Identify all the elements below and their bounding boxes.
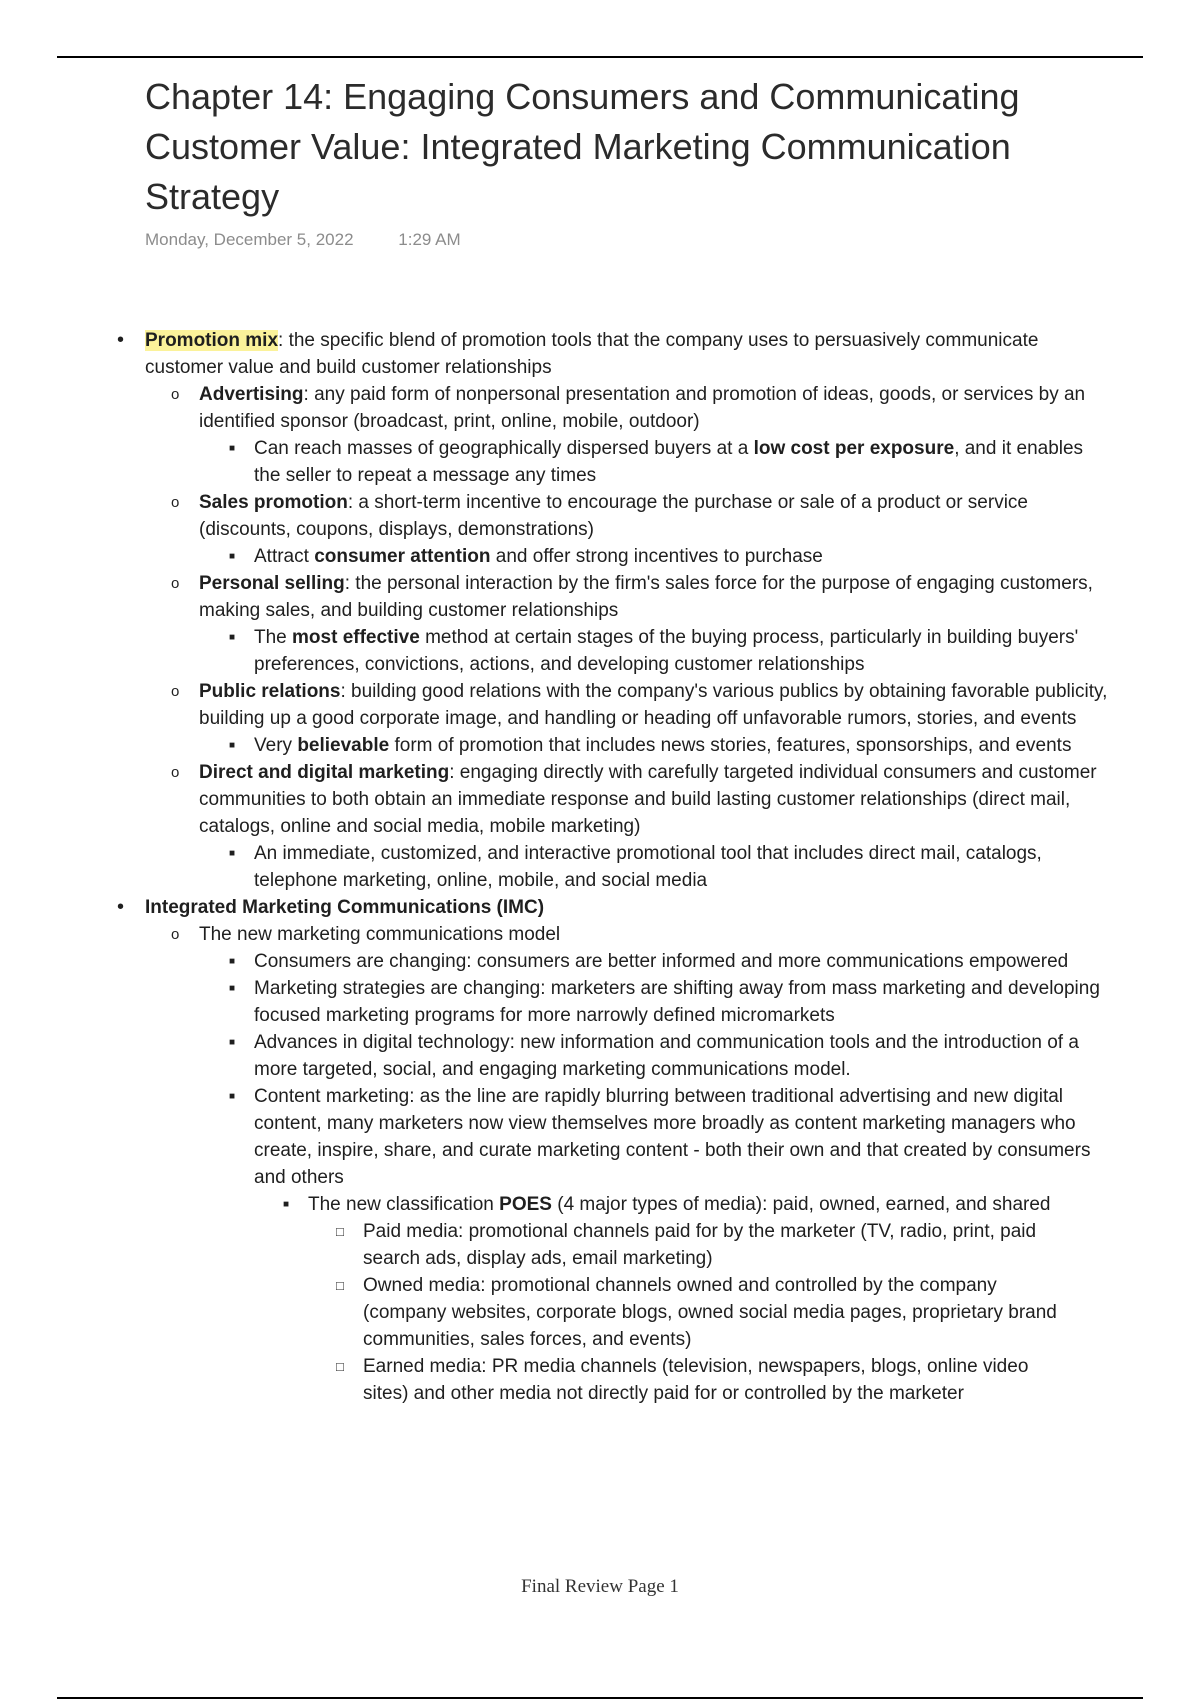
outline-item-level-3 xyxy=(0,732,1200,759)
note-text: method at certain stages of the buying process, particularly in building buyers' preferences, convictions, actions, and developing customer relationships xyxy=(254,627,1079,675)
page-date: Monday, December 5, 2022 xyxy=(145,230,354,249)
outline-item-level-3 xyxy=(0,1083,1200,1191)
note-text: , and it enables the seller to repeat a message any times xyxy=(254,438,1084,486)
note-text: (4 major types of media): paid, owned, earned, and shared xyxy=(551,1194,1051,1215)
bullet-icon: ■ xyxy=(229,1091,236,1102)
outline-item-level-3 xyxy=(0,543,1200,570)
bold-term: Advertising xyxy=(199,384,304,405)
note-text: : building good relations with the company's various publics by obtaining favorable publicity, building up a good corporate image, and handling or heading off unfavorable rumors, stories, and events xyxy=(199,681,1108,729)
outline-item-level-2 xyxy=(0,921,1200,948)
note-text: : any paid form of nonpersonal presentation and promotion of ideas, goods, or services by an identified sponsor (broadcast, print, online, mobile, outdoor) xyxy=(199,384,1086,432)
note-text: The new classification xyxy=(308,1194,500,1215)
outline-item-level-3 xyxy=(0,975,1200,1029)
page-time: 1:29 AM xyxy=(398,230,461,249)
bullet-icon: □ xyxy=(336,1278,344,1293)
outline-item-level-3 xyxy=(0,948,1200,975)
outline-item-level-5 xyxy=(0,1272,1200,1353)
bottom-rule xyxy=(57,1697,1143,1699)
bold-term: Integrated Marketing Communications (IMC) xyxy=(145,897,545,918)
bullet-icon: o xyxy=(171,494,180,511)
bullet-icon: o xyxy=(171,683,180,700)
note-text: Paid media: promotional channels paid for by the marketer (TV, radio, print, paid search ads, display ads, email marketing) xyxy=(363,1221,1037,1269)
bullet-icon: o xyxy=(171,926,180,943)
outline-item-level-3 xyxy=(0,840,1200,894)
outline-item-level-5 xyxy=(0,1353,1200,1407)
bullet-icon: ■ xyxy=(229,956,236,967)
bold-term: Direct and digital marketing xyxy=(199,762,450,783)
bullet-icon: ■ xyxy=(229,848,236,859)
outline-item-level-1 xyxy=(0,327,1200,381)
note-text: Consumers are changing: consumers are better informed and more communications empowered xyxy=(254,951,1069,972)
bold-term: consumer attention xyxy=(314,546,491,567)
page-meta xyxy=(145,230,461,250)
note-text: Attract xyxy=(254,546,315,567)
bold-term: Promotion mix xyxy=(145,330,279,351)
bullet-icon: ■ xyxy=(229,983,236,994)
bold-term: Personal selling xyxy=(199,573,345,594)
outline-item-level-5 xyxy=(0,1218,1200,1272)
bullet-icon: o xyxy=(171,575,180,592)
outline-item-level-1 xyxy=(0,894,1200,921)
note-text: Can reach masses of geographically dispersed buyers at a xyxy=(254,438,754,459)
outline-item-level-3 xyxy=(0,435,1200,489)
bullet-icon: ■ xyxy=(229,1037,236,1048)
bullet-icon: o xyxy=(171,764,180,781)
bold-term: POES xyxy=(499,1194,552,1215)
bullet-icon: o xyxy=(171,386,180,403)
bold-term: most effective xyxy=(292,627,420,648)
note-text: and offer strong incentives to purchase xyxy=(490,546,823,567)
page-footer: Final Review Page 1 xyxy=(521,1576,679,1597)
bullet-icon: • xyxy=(117,329,125,351)
bullet-icon: ■ xyxy=(283,1199,290,1210)
note-text: : a short-term incentive to encourage the purchase or sale of a product or service (discounts, coupons, displays, demonstrations) xyxy=(199,492,1028,540)
outline-item-level-2 xyxy=(0,489,1200,543)
outline-item-level-2 xyxy=(0,678,1200,732)
outline-item-level-2 xyxy=(0,759,1200,840)
note-text: form of promotion that includes news stories, features, sponsorships, and events xyxy=(389,735,1072,756)
bullet-icon: ■ xyxy=(229,443,236,454)
note-text: : the specific blend of promotion tools that the company uses to persuasively communicate customer value and build customer relationships xyxy=(145,330,1039,378)
bold-term: Public relations xyxy=(199,681,341,702)
outline-item-level-3 xyxy=(0,1029,1200,1083)
notes-outline xyxy=(0,327,1200,1407)
page-title: Chapter 14: Engaging Consumers and Communicating Customer Value: Integrated Marketing Communication Strategy xyxy=(145,76,1020,217)
note-text: Content marketing: as the line are rapidly blurring between traditional advertising and new digital content, many marketers now view themselves more broadly as content marketing managers who create, inspire, share, and curate marketing content - both their own and that created by consumers and others xyxy=(254,1086,1091,1188)
note-text: Very xyxy=(254,735,298,756)
bold-term: low cost per exposure xyxy=(753,438,955,459)
bullet-icon: ■ xyxy=(229,551,236,562)
note-text: : engaging directly with carefully targeted individual consumers and customer communities to both obtain an immediate response and build lasting customer relationships (direct mail, catalogs, online and social media, mobile marketing) xyxy=(199,762,1097,837)
bullet-icon: • xyxy=(117,896,125,918)
top-rule xyxy=(57,56,1143,58)
outline-item-level-2 xyxy=(0,570,1200,624)
note-text: Owned media: promotional channels owned and controlled by the company (company websites, corporate blogs, owned social media pages, proprietary brand communities, sales forces, and events) xyxy=(363,1275,1057,1350)
note-text: The xyxy=(254,627,293,648)
note-text: Earned media: PR media channels (television, newspapers, blogs, online video sites) and other media not directly paid for or controlled by the marketer xyxy=(363,1356,1029,1404)
note-text: : the personal interaction by the firm's sales force for the purpose of engaging customers, making sales, and building customer relationships xyxy=(199,573,1093,621)
note-text: The new marketing communications model xyxy=(199,924,561,945)
bullet-icon: ■ xyxy=(229,632,236,643)
outline-item-level-3 xyxy=(0,624,1200,678)
bullet-icon: ■ xyxy=(229,740,236,751)
note-text: Advances in digital technology: new information and communication tools and the introduction of a more targeted, social, and engaging marketing communications model. xyxy=(254,1032,1079,1080)
note-text: An immediate, customized, and interactive promotional tool that includes direct mail, catalogs, telephone marketing, online, mobile, and social media xyxy=(254,843,1042,891)
note-text: Marketing strategies are changing: marketers are shifting away from mass marketing and developing focused marketing programs for more narrowly defined micromarkets xyxy=(254,978,1100,1026)
bold-term: Sales promotion xyxy=(199,492,348,513)
outline-item-level-2 xyxy=(0,381,1200,435)
bullet-icon: □ xyxy=(336,1224,344,1239)
outline-item-level-4 xyxy=(0,1191,1200,1218)
bold-term: believable xyxy=(297,735,390,756)
bullet-icon: □ xyxy=(336,1359,344,1374)
